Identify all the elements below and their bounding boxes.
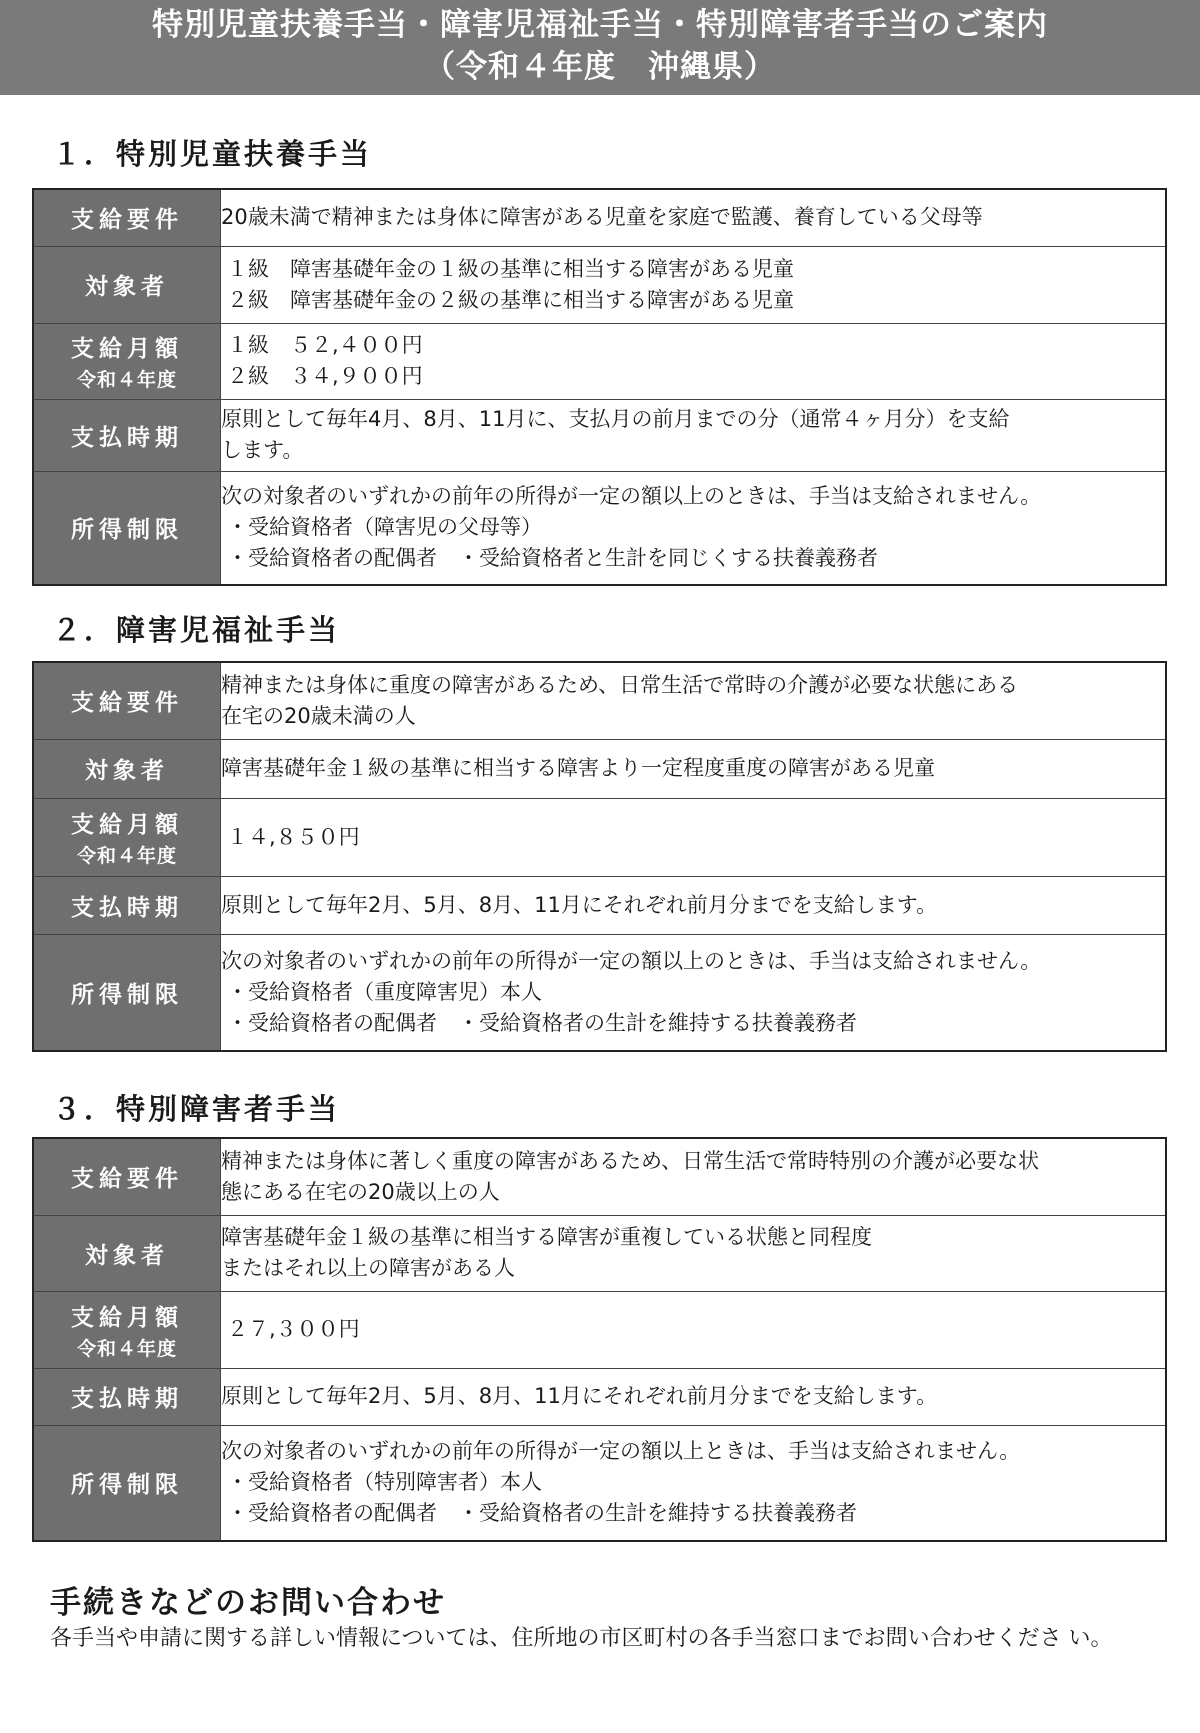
section-table-2	[32, 661, 1167, 1052]
row-label: 支払時期	[33, 876, 221, 934]
section-title-3: ３．特別障害者手当	[52, 1092, 341, 1126]
row-value: 次の対象者のいずれかの前年の所得が一定の額以上ときは、手当は支給されません。 ・受給資格者（特別障害者）本人 ・受給資格者の配偶者 ・受給資格者の生計を維持する扶養義務者	[221, 1425, 1167, 1541]
section-table-3	[32, 1137, 1167, 1542]
section-title-2: ２．障害児福祉手当	[52, 613, 341, 647]
table-row	[33, 1368, 1166, 1425]
table-row	[33, 876, 1166, 934]
row-label: 対象者	[33, 246, 221, 323]
contact-title: 手続きなどのお問い合わせ	[50, 1585, 446, 1621]
table-row	[33, 1138, 1166, 1215]
row-value: 障害基礎年金１級の基準に相当する障害が重複している状態と同程度 またはそれ以上の障害がある人	[221, 1215, 1167, 1291]
row-value: 精神または身体に重度の障害があるため、日常生活で常時の介護が必要な状態にある 在宅の20歳未満の人	[221, 662, 1167, 739]
row-label: 対象者	[33, 739, 221, 798]
row-value: １４,８５０円	[221, 798, 1167, 876]
row-label: 支給月額 令和４年度	[33, 323, 221, 399]
section-table-1	[32, 188, 1167, 586]
row-label: 支給要件	[33, 189, 221, 246]
row-label: 支給月額 令和４年度	[33, 798, 221, 876]
row-value: １級 障害基礎年金の１級の基準に相当する障害がある児童 ２級 障害基礎年金の２級の基準に相当する障害がある児童	[221, 246, 1167, 323]
row-value: １級 ５２,４００円 ２級 ３４,９００円	[221, 323, 1167, 399]
row-label: 所得制限	[33, 1425, 221, 1541]
row-value: 精神または身体に著しく重度の障害があるため、日常生活で常時特別の介護が必要な状 態にある在宅の20歳以上の人	[221, 1138, 1167, 1215]
table-row	[33, 246, 1166, 323]
row-label: 支給月額 令和４年度	[33, 1291, 221, 1368]
table-row	[33, 1425, 1166, 1541]
row-label: 支給要件	[33, 662, 221, 739]
row-value: 障害基礎年金１級の基準に相当する障害より一定程度重度の障害がある児童	[221, 739, 1167, 798]
row-value: 20歳未満で精神または身体に障害がある児童を家庭で監護、養育している父母等	[221, 189, 1167, 246]
page-header	[0, 0, 1200, 95]
row-label: 支払時期	[33, 1368, 221, 1425]
row-label: 支払時期	[33, 399, 221, 471]
table-row	[33, 471, 1166, 585]
table-row	[33, 399, 1166, 471]
table-row	[33, 1291, 1166, 1368]
contact-body: 各手当や申請に関する詳しい情報については、住所地の市区町村の各手当窓口までお問い合わせくださ い。	[50, 1626, 1113, 1651]
row-value: 原則として毎年2月、5月、8月、11月にそれぞれ前月分までを支給します。	[221, 876, 1167, 934]
row-label: 所得制限	[33, 934, 221, 1051]
row-value: ２７,３００円	[221, 1291, 1167, 1368]
table-row	[33, 323, 1166, 399]
row-label: 対象者	[33, 1215, 221, 1291]
row-label: 所得制限	[33, 471, 221, 585]
header-subtitle: （令和４年度 沖縄県）	[424, 49, 776, 85]
row-value: 次の対象者のいずれかの前年の所得が一定の額以上のときは、手当は支給されません。 ・受給資格者（障害児の父母等） ・受給資格者の配偶者 ・受給資格者と生計を同じくする扶養義務者	[221, 471, 1167, 585]
table-row	[33, 189, 1166, 246]
row-label: 支給要件	[33, 1138, 221, 1215]
section-title-1: １．特別児童扶養手当	[52, 137, 373, 171]
header-title: 特別児童扶養手当・障害児福祉手当・特別障害者手当のご案内	[152, 7, 1048, 43]
table-row	[33, 934, 1166, 1051]
table-row	[33, 662, 1166, 739]
row-value: 原則として毎年2月、5月、8月、11月にそれぞれ前月分までを支給します。	[221, 1368, 1167, 1425]
table-row	[33, 739, 1166, 798]
row-value: 次の対象者のいずれかの前年の所得が一定の額以上のときは、手当は支給されません。 ・受給資格者（重度障害児）本人 ・受給資格者の配偶者 ・受給資格者の生計を維持する扶養義務者	[221, 934, 1167, 1051]
table-row	[33, 798, 1166, 876]
table-row	[33, 1215, 1166, 1291]
row-value: 原則として毎年4月、8月、11月に、支払月の前月までの分（通常４ヶ月分）を支給 します。	[221, 399, 1167, 471]
